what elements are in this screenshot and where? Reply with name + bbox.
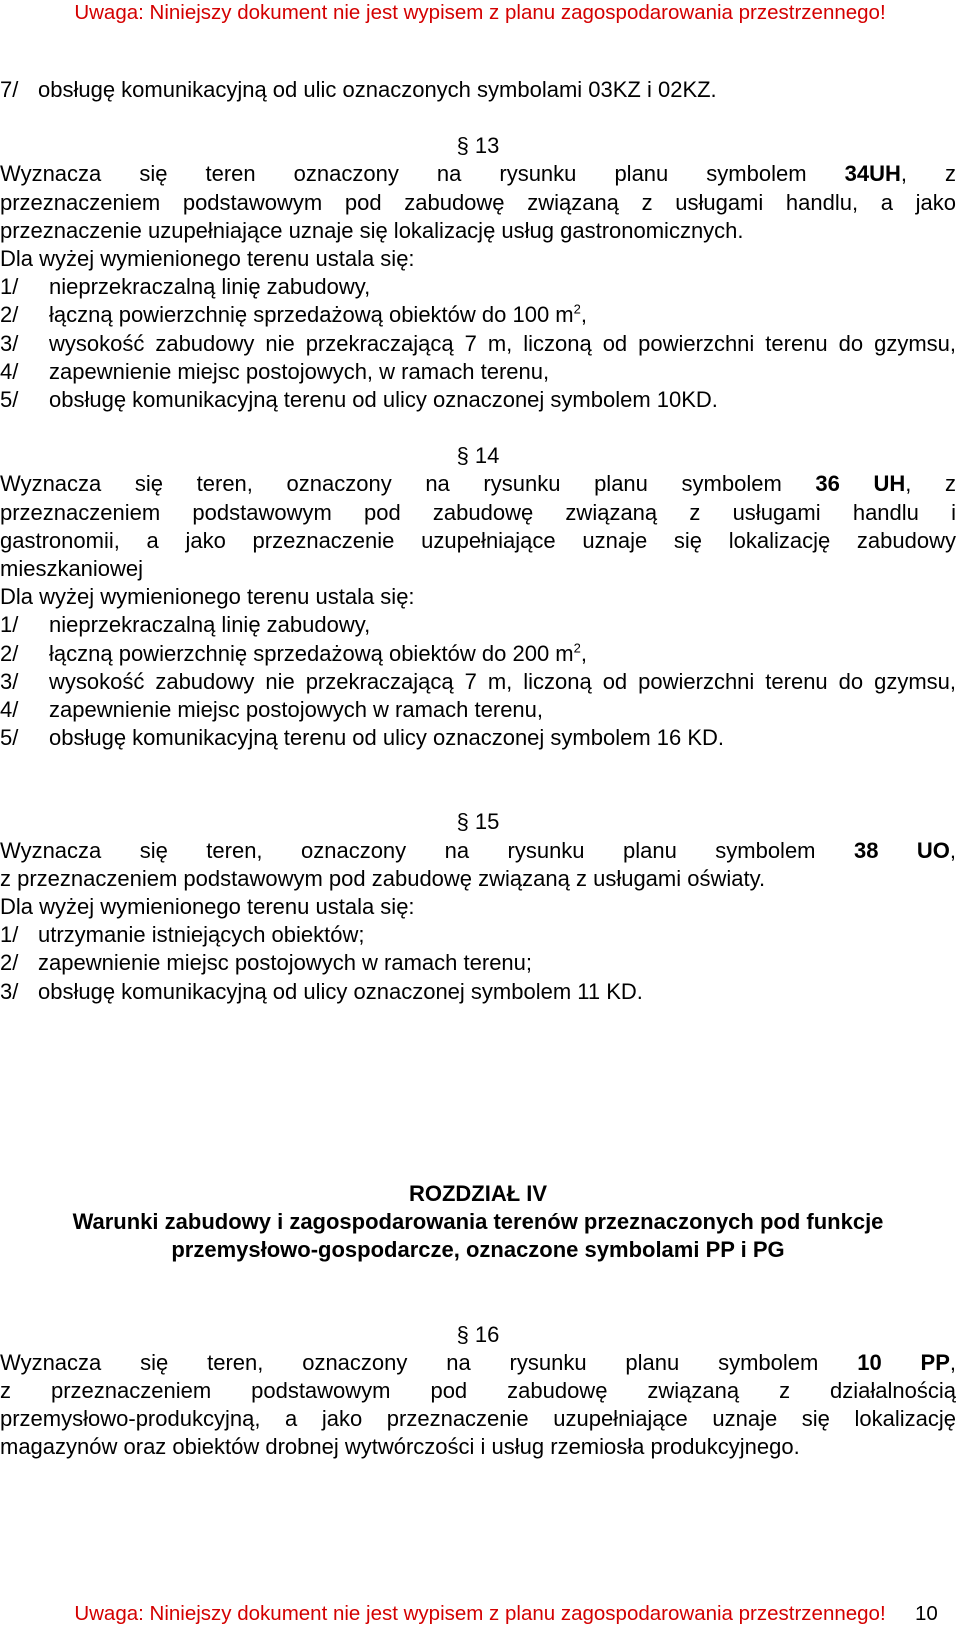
list-item: 5/ obsługę komunikacyjną terenu od ulicy oznaczonej symbolem 16 KD. <box>0 725 725 751</box>
section-text: z przeznaczeniem podstawowym pod zabudowę związaną z działalnością <box>0 1377 956 1403</box>
section-text: Wyznacza się teren, oznaczony na rysunku planu symbolem 38 UO, <box>0 837 956 863</box>
section-text: mieszkaniowej <box>0 556 144 582</box>
list-item: 1/ nieprzekraczalną linię zabudowy, <box>0 274 371 300</box>
item-number: 7/ <box>0 77 19 102</box>
list-item: 4/ zapewnienie miejsc postojowych w ramach terenu, <box>0 697 544 723</box>
item-text: obsługę komunikacyjną od ulic oznaczonych symbolami 03KZ i 02KZ. <box>38 77 717 102</box>
section-heading: § 13 <box>456 133 500 159</box>
header-warning: Uwaga: Niniejszy dokument nie jest wypisem z planu zagospodarowania przestrzennego! <box>74 1 886 24</box>
section-text: magazynów oraz obiektów drobnej wytwórczości i usług rzemiosła produkcyjnego. <box>0 1434 800 1460</box>
list-item: 1/ utrzymanie istniejących obiektów; <box>0 922 365 948</box>
section-text: przemysłowo-produkcyjną, a jako przeznaczenie uzupełniające uznaje się lokalizację <box>0 1406 956 1432</box>
area-symbol: 38 UO <box>853 837 950 863</box>
section-lead: Dla wyżej wymienionego terenu ustala się: <box>0 584 415 610</box>
section-text: gastronomii, a jako przeznaczenie uzupełniające uznaje się lokalizację zabudowy <box>0 527 956 553</box>
area-symbol: 36 UH <box>815 471 906 497</box>
list-item: 3/ wysokość zabudowy nie przekraczającą 7 m, liczoną od powierzchni terenu do gzymsu, <box>0 330 956 356</box>
list-item: 2/ zapewnienie miejsc postojowych w ramach terenu; <box>0 950 533 976</box>
list-item: 4/ zapewnienie miejsc postojowych, w ramach terenu, <box>0 358 550 384</box>
page-number: 10 <box>915 1602 938 1625</box>
chapter-subtitle: Warunki zabudowy i zagospodarowania terenów przeznaczonych pod funkcje <box>72 1209 884 1235</box>
list-item: 1/ nieprzekraczalną linię zabudowy, <box>0 612 371 638</box>
section-lead: Dla wyżej wymienionego terenu ustala się: <box>0 894 415 920</box>
section-lead: Dla wyżej wymienionego terenu ustala się: <box>0 246 415 272</box>
list-item: 3/ wysokość zabudowy nie przekraczającą 7 m, liczoną od powierzchni terenu do gzymsu, <box>0 668 956 694</box>
document-body <box>0 76 956 1462</box>
list-item: 5/ obsługę komunikacyjną terenu od ulicy oznaczonej symbolem 10KD. <box>0 387 718 413</box>
section-text: Wyznacza się teren, oznaczony na rysunku planu symbolem 10 PP, <box>0 1349 956 1375</box>
chapter-title: ROZDZIAŁ IV <box>408 1180 548 1206</box>
section-text: przeznaczeniem podstawowym pod zabudowę związaną z usługami handlu i <box>0 499 956 525</box>
list-item <box>0 76 956 104</box>
list-item: 2/ łączną powierzchnię sprzedażową obiektów do 100 $m^2$, <box>0 302 587 328</box>
section-heading: § 14 <box>456 443 500 469</box>
section-text: przeznaczenie uzupełniające uznaje się lokalizację usług gastronomicznych. <box>0 217 744 243</box>
section-text: Wyznacza się teren oznaczony na rysunku planu symbolem 34UH, z <box>0 161 956 187</box>
footer-warning: Uwaga: Niniejszy dokument nie jest wypisem z planu zagospodarowania przestrzennego! <box>74 1602 886 1625</box>
list-item: 3/ obsługę komunikacyjną od ulicy oznaczonej symbolem 11 KD. <box>0 978 643 1004</box>
chapter-subtitle: przemysłowo-gospodarcze, oznaczone symbolami PP i PG <box>171 1237 785 1263</box>
section-text: Wyznacza się teren, oznaczony na rysunku planu symbolem 36 UH, z <box>0 471 956 497</box>
section-heading: § 15 <box>456 809 500 835</box>
section-heading: § 16 <box>456 1321 500 1347</box>
area-symbol: 34UH <box>844 161 901 187</box>
section-text: z przeznaczeniem podstawowym pod zabudowę związaną z usługami oświaty. <box>0 865 766 891</box>
section-text: przeznaczeniem podstawowym pod zabudowę związaną z usługami handlu, a jako <box>0 189 956 215</box>
area-symbol: 10 PP <box>857 1349 950 1375</box>
list-item: 2/ łączną powierzchnię sprzedażową obiektów do 200 $m^2$, <box>0 640 587 666</box>
